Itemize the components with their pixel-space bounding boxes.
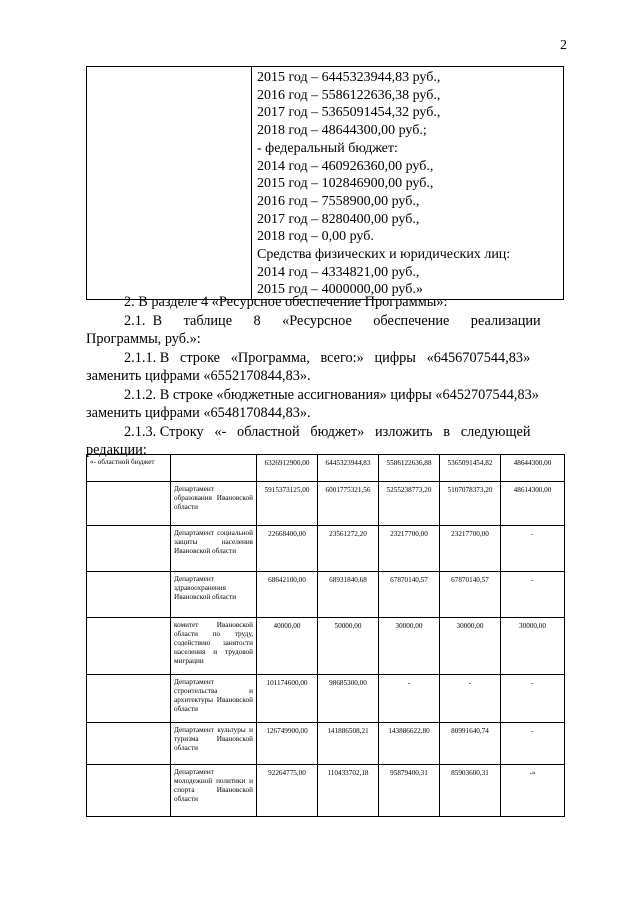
value-2014: 68642100,00 [257, 572, 318, 618]
value-2016: 23217700,00 [379, 526, 440, 572]
department-name: комитет Ивановской области по труду, содействию занятости населения и трудовой миграции [171, 618, 257, 675]
value-2015: 98685300,00 [318, 675, 379, 723]
value-2018: 48614300,00 [501, 482, 565, 526]
funding-line: 2017 год – 5365091454,32 руб., [257, 105, 441, 121]
value-2016: 95879400,31 [379, 765, 440, 817]
department-name [171, 455, 257, 482]
funding-lines-cell [252, 67, 564, 300]
value-2017: 30000,00 [440, 618, 501, 675]
value-2014: 6326912900,00 [257, 455, 318, 482]
value-2016: 5586122636,88 [379, 455, 440, 482]
department-name: Департамент культуры и туризма Ивановской области [171, 723, 257, 765]
paragraph-2-1-3: 2.1.3. Строку «- областной бюджет» изложить в следующей [124, 423, 531, 440]
value-2018: - [501, 572, 565, 618]
value-2017: 85903600,31 [440, 765, 501, 817]
row-label [87, 723, 171, 765]
funding-line: 2014 год – 4334821,00 руб., [257, 264, 420, 280]
value-2018: 48644300,00 [501, 455, 565, 482]
value-2017: 5107078373,20 [440, 482, 501, 526]
value-2018: - [501, 526, 565, 572]
paragraph-2: 2. В разделе 4 «Ресурсное обеспечение Программы»: [124, 294, 448, 310]
empty-left-cell [87, 67, 252, 300]
row-label: «- областной бюджет [87, 455, 171, 482]
value-2017: 5365091454,82 [440, 455, 501, 482]
department-name: Департамент строительства и архитектуры Ивановской области [171, 675, 257, 723]
value-2015: 68931840,68 [318, 572, 379, 618]
value-2015: 6445323944,83 [318, 455, 379, 482]
funding-line: 2015 год – 4000000,00 руб.» [257, 282, 423, 298]
table-row [87, 482, 565, 526]
value-2016: 143886622,80 [379, 723, 440, 765]
value-2017: 67870140,57 [440, 572, 501, 618]
value-2018: -» [501, 765, 565, 817]
funding-line: 2015 год – 102846900,00 руб., [257, 176, 434, 192]
value-2017: - [440, 675, 501, 723]
table-row [87, 723, 565, 765]
funding-line: Средства физических и юридических лиц: [257, 247, 511, 263]
value-2016: 30000,00 [379, 618, 440, 675]
department-name: Департамент молодежной политики и спорта Ивановской области [171, 765, 257, 817]
row-label [87, 765, 171, 817]
row-label [87, 482, 171, 526]
funding-line: 2014 год – 460926360,00 руб., [257, 158, 434, 174]
paragraph-2-1: 2.1. В таблице 8 «Ресурсное обеспечение реализации [124, 312, 541, 329]
paragraph-2-1-2: 2.1.2. В строке «бюджетные ассигнования» цифры «6452707544,83» [124, 386, 539, 403]
value-2017: 23217700,00 [440, 526, 501, 572]
funding-line: 2018 год – 48644300,00 руб.; [257, 123, 427, 139]
funding-line: 2016 год – 5586122636,38 руб., [257, 87, 441, 103]
value-2015: 141886508,21 [318, 723, 379, 765]
table-row [87, 675, 565, 723]
amendment-text [86, 293, 566, 460]
value-2014: 5915373125,00 [257, 482, 318, 526]
table-row [87, 765, 565, 817]
value-2015: 50000,00 [318, 618, 379, 675]
value-2016: 5255238773,20 [379, 482, 440, 526]
value-2015: 23561272,20 [318, 526, 379, 572]
value-2018: 30000,00 [501, 618, 565, 675]
table-row [87, 572, 565, 618]
department-name: Департамент здравоохранения Ивановской области [171, 572, 257, 618]
value-2018: - [501, 723, 565, 765]
value-2015: 6001775321,56 [318, 482, 379, 526]
table-row [87, 526, 565, 572]
funding-table-continuation [86, 66, 564, 300]
value-2014: 126749900,00 [257, 723, 318, 765]
funding-line: - федеральный бюджет: [257, 140, 398, 156]
page-number: 2 [560, 38, 567, 53]
funding-line: 2017 год – 8280400,00 руб., [257, 211, 420, 227]
row-label [87, 526, 171, 572]
value-2014: 92264775,00 [257, 765, 318, 817]
row-label [87, 675, 171, 723]
table-row [87, 455, 565, 482]
funding-line: 2016 год – 7558900,00 руб., [257, 193, 420, 209]
value-2014: 22668400,00 [257, 526, 318, 572]
paragraph-2-1-1-cont: заменить цифрами «6552170844,83». [86, 368, 311, 384]
department-name: Департамент социальной защиты населения Ивановской области [171, 526, 257, 572]
value-2018: - [501, 675, 565, 723]
value-2016: - [379, 675, 440, 723]
table-row [87, 618, 565, 675]
value-2015: 110433702,18 [318, 765, 379, 817]
regional-budget-table [86, 454, 565, 817]
value-2016: 67870140,57 [379, 572, 440, 618]
funding-line: 2018 год – 0,00 руб. [257, 229, 374, 245]
value-2017: 80991640,74 [440, 723, 501, 765]
funding-line: 2015 год – 6445323944,83 руб., [257, 70, 441, 85]
value-2014: 40000,00 [257, 618, 318, 675]
paragraph-2-1-3-cont: редакции: [86, 442, 147, 458]
row-label [87, 572, 171, 618]
paragraph-2-1-1: 2.1.1. В строке «Программа, всего:» цифры «6456707544,83» [124, 349, 531, 366]
paragraph-2-1-2-cont: заменить цифрами «6548170844,83». [86, 405, 311, 421]
row-label [87, 618, 171, 675]
value-2014: 101174600,00 [257, 675, 318, 723]
paragraph-2-1-cont: Программы, руб.»: [86, 331, 201, 347]
department-name: Департамент образования Ивановской области [171, 482, 257, 526]
